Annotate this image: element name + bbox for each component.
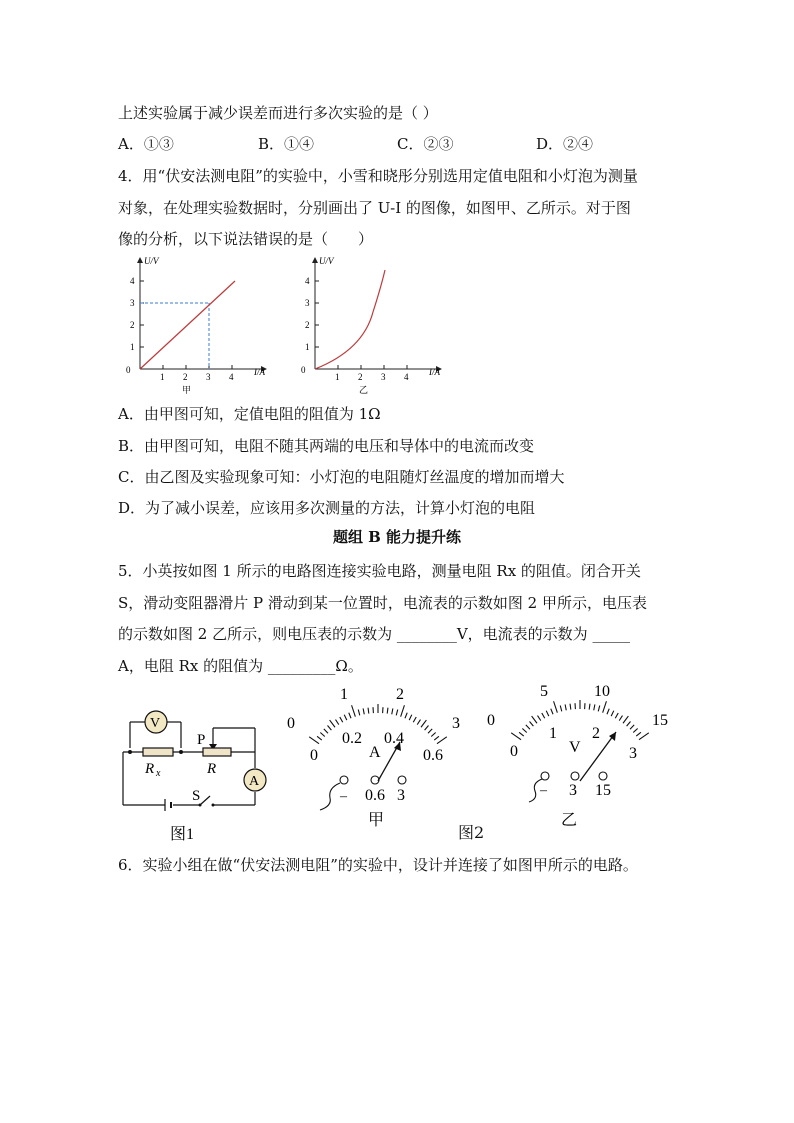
scale-tick xyxy=(340,717,343,722)
scale-tick xyxy=(328,726,332,731)
scale-tick xyxy=(349,713,351,719)
dial-caption: 乙 xyxy=(561,812,578,828)
terminal xyxy=(571,772,579,780)
scale-tick xyxy=(519,732,524,736)
origin-label: 0 xyxy=(301,365,306,375)
x-tick-label: 2 xyxy=(183,372,188,382)
terminal-label: – xyxy=(340,789,347,804)
y-tick-label: 1 xyxy=(130,342,135,352)
r-label: R xyxy=(207,761,217,777)
y-tick-label: 3 xyxy=(305,298,310,308)
origin-label: 0 xyxy=(126,365,131,375)
terminal xyxy=(599,772,607,780)
slider-label: P xyxy=(197,732,206,748)
y-axis-label: U/V xyxy=(144,256,159,266)
q5-line-1: 5．小英按如图 1 所示的电路图连接实验电路，测量电阻 Rx 的阻值。闭合开关 xyxy=(118,562,641,580)
scale-tick xyxy=(409,715,412,720)
scale-tick xyxy=(396,710,398,716)
scale-tick xyxy=(417,720,420,725)
voltmeter-label: V xyxy=(150,716,161,731)
outer-label: 15 xyxy=(652,712,668,729)
outer-label: 0 xyxy=(487,712,495,729)
q3-option-c: C．②③ xyxy=(397,135,454,153)
scale-tick xyxy=(630,725,634,729)
line-series xyxy=(140,281,235,369)
scale-tick xyxy=(330,720,335,727)
inner-label: 0 xyxy=(510,743,518,760)
terminal xyxy=(371,776,379,784)
y-tick-label: 3 xyxy=(130,298,135,308)
q4-option-a: A．由甲图可知，定值电阻的阻值为 1Ω xyxy=(118,405,381,423)
terminal-label: – xyxy=(540,783,547,798)
voltmeter-dial xyxy=(482,678,682,828)
scale-tick xyxy=(538,716,541,721)
scale-tick xyxy=(522,728,526,732)
scale-tick xyxy=(428,729,432,733)
rheostat-r xyxy=(203,748,231,756)
q3-stem: 上述实验属于减少误差而进行多次实验的是（ ） xyxy=(118,104,438,122)
scale-tick xyxy=(309,737,319,744)
dial-unit: A xyxy=(369,744,381,761)
terminal-label: 15 xyxy=(595,782,611,799)
y-tick-label: 1 xyxy=(305,342,310,352)
scale-tick xyxy=(320,732,324,736)
scale-tick xyxy=(358,710,360,716)
inner-label: 1 xyxy=(549,725,557,742)
scale-tick xyxy=(352,705,356,716)
scale-tick xyxy=(598,706,600,712)
ammeter-dial xyxy=(282,680,472,830)
switch-label: S xyxy=(192,788,201,804)
x-tick-label: 2 xyxy=(358,372,363,382)
terminal xyxy=(398,776,406,784)
scale-tick xyxy=(336,720,339,725)
scale-tick xyxy=(511,733,521,740)
scale-tick xyxy=(344,715,347,720)
scale-tick xyxy=(363,708,364,714)
scale-tick xyxy=(603,701,607,712)
scale-tick xyxy=(431,732,435,736)
x-axis-label: I/A xyxy=(254,367,265,377)
terminal xyxy=(541,772,549,780)
q6-stem: 6．实验小组在做“伏安法测电阻”的实验中，设计并连接了如图甲所示的电路。 xyxy=(118,856,638,874)
terminal xyxy=(340,776,348,784)
scale-tick xyxy=(611,711,614,716)
inner-label: 3 xyxy=(629,745,637,762)
scale-tick xyxy=(594,704,595,710)
inner-label: 2 xyxy=(592,725,600,742)
scale-tick xyxy=(405,713,407,719)
outer-label: 1 xyxy=(340,686,348,703)
q5-line-2: S，滑动变阻器滑片 P 滑动到某一位置时，电流表的示数如图 2 甲所示，电压表 xyxy=(118,594,647,612)
y-tick-label: 4 xyxy=(130,276,135,286)
q3-option-d: D．②④ xyxy=(536,135,594,153)
scale-tick xyxy=(589,704,590,710)
scale-tick xyxy=(387,708,388,714)
outer-label: 5 xyxy=(540,683,548,700)
terminal-label: 0.6 xyxy=(365,787,385,804)
outer-label: 0 xyxy=(287,715,295,732)
outer-label: 2 xyxy=(396,686,404,703)
inner-label: 0 xyxy=(310,747,318,764)
q4-option-b: B．由甲图可知，电阻不随其两端的电压和导体中的电流而改变 xyxy=(118,437,535,455)
graph-left xyxy=(118,252,278,397)
inner-label: 0.4 xyxy=(384,730,404,747)
x-tick-label: 1 xyxy=(335,372,340,382)
outer-label: 10 xyxy=(594,683,610,700)
q4-option-d: D．为了减小误差，应该用多次测量的方法，计算小灯泡的电阻 xyxy=(118,499,536,517)
scale-tick xyxy=(565,704,566,710)
scale-tick xyxy=(607,709,609,715)
rx-subscript: x xyxy=(156,768,161,779)
figure-1-caption: 图1 xyxy=(170,826,195,843)
section-title: 题组 B 能力提升练 xyxy=(332,528,462,546)
q3-option-a: A．①③ xyxy=(118,135,174,153)
curve-series xyxy=(315,270,385,369)
scale-tick xyxy=(368,708,369,714)
x-tick-label: 3 xyxy=(206,372,211,382)
scale-tick xyxy=(317,736,322,740)
q5-line-3: 的示数如图 2 乙所示，则电压表的示数为 ________V，电流表的示数为 _____ xyxy=(118,625,630,643)
scale-tick xyxy=(636,732,641,736)
inner-label: 0.2 xyxy=(342,730,362,747)
scale-tick xyxy=(639,733,649,740)
dial-unit: V xyxy=(569,739,581,756)
scale-tick xyxy=(532,716,537,723)
x-tick-label: 1 xyxy=(160,372,165,382)
scale-tick xyxy=(392,708,393,714)
scale-tick xyxy=(401,705,405,716)
q5-line-4: A，电阻 Rx 的阻值为 _________Ω。 xyxy=(118,657,363,675)
terminal-label: 3 xyxy=(569,782,577,799)
scale-tick xyxy=(627,722,631,727)
scale-tick xyxy=(615,713,618,718)
scale-tick xyxy=(551,709,553,715)
wire xyxy=(320,783,340,810)
x-tick-label: 3 xyxy=(381,372,386,382)
scale-tick xyxy=(530,722,534,727)
outer-label: 3 xyxy=(452,715,460,732)
x-axis-label: I/A xyxy=(429,367,440,377)
circuit-diagram xyxy=(115,700,275,845)
graph-right xyxy=(293,252,453,397)
scale-tick xyxy=(425,726,429,731)
scale-tick xyxy=(542,713,545,718)
figure-2-caption: 图2 xyxy=(458,823,485,842)
scale-tick xyxy=(421,720,426,727)
scale-tick xyxy=(526,725,530,729)
q4-option-c: C．由乙图及实验现象可知：小灯泡的电阻随灯丝温度的增加而增大 xyxy=(118,468,565,486)
y-tick-label: 2 xyxy=(130,320,135,330)
x-tick-label: 4 xyxy=(229,372,234,382)
resistor-rx xyxy=(143,748,173,756)
scale-tick xyxy=(437,737,447,744)
scale-tick xyxy=(413,717,416,722)
dial-caption: 甲 xyxy=(368,812,385,829)
q4-stem-line-2: 对象，在处理实验数据时，分别画出了 U-I 的图像，如图甲、乙所示。对于图 xyxy=(118,199,631,217)
graph-caption: 甲 xyxy=(182,385,192,395)
graph-caption: 乙 xyxy=(359,385,369,395)
scale-tick xyxy=(570,704,571,710)
q3-option-b: B．①④ xyxy=(258,135,315,153)
scale-tick xyxy=(619,716,622,721)
scale-tick xyxy=(324,729,328,733)
y-axis-label: U/V xyxy=(319,256,334,266)
y-tick-label: 2 xyxy=(305,320,310,330)
y-tick-label: 4 xyxy=(305,276,310,286)
scale-tick xyxy=(434,736,439,740)
q4-stem-line-3: 像的分析，以下说法错误的是（ ） xyxy=(118,230,374,248)
scale-tick xyxy=(554,701,558,712)
terminal-label: 3 xyxy=(397,787,405,804)
scale-tick xyxy=(546,711,549,716)
scale-tick xyxy=(633,728,637,732)
q4-stem-line-1: 4．用“伏安法测电阻”的实验中，小雪和晓彤分别选用定值电阻和小灯泡为测量 xyxy=(118,167,638,185)
inner-label: 0.6 xyxy=(423,747,443,764)
scale-tick xyxy=(560,706,562,712)
scale-tick xyxy=(623,716,628,723)
ammeter-label: A xyxy=(249,774,260,789)
x-tick-label: 4 xyxy=(404,372,409,382)
rx-label: R xyxy=(145,761,155,777)
